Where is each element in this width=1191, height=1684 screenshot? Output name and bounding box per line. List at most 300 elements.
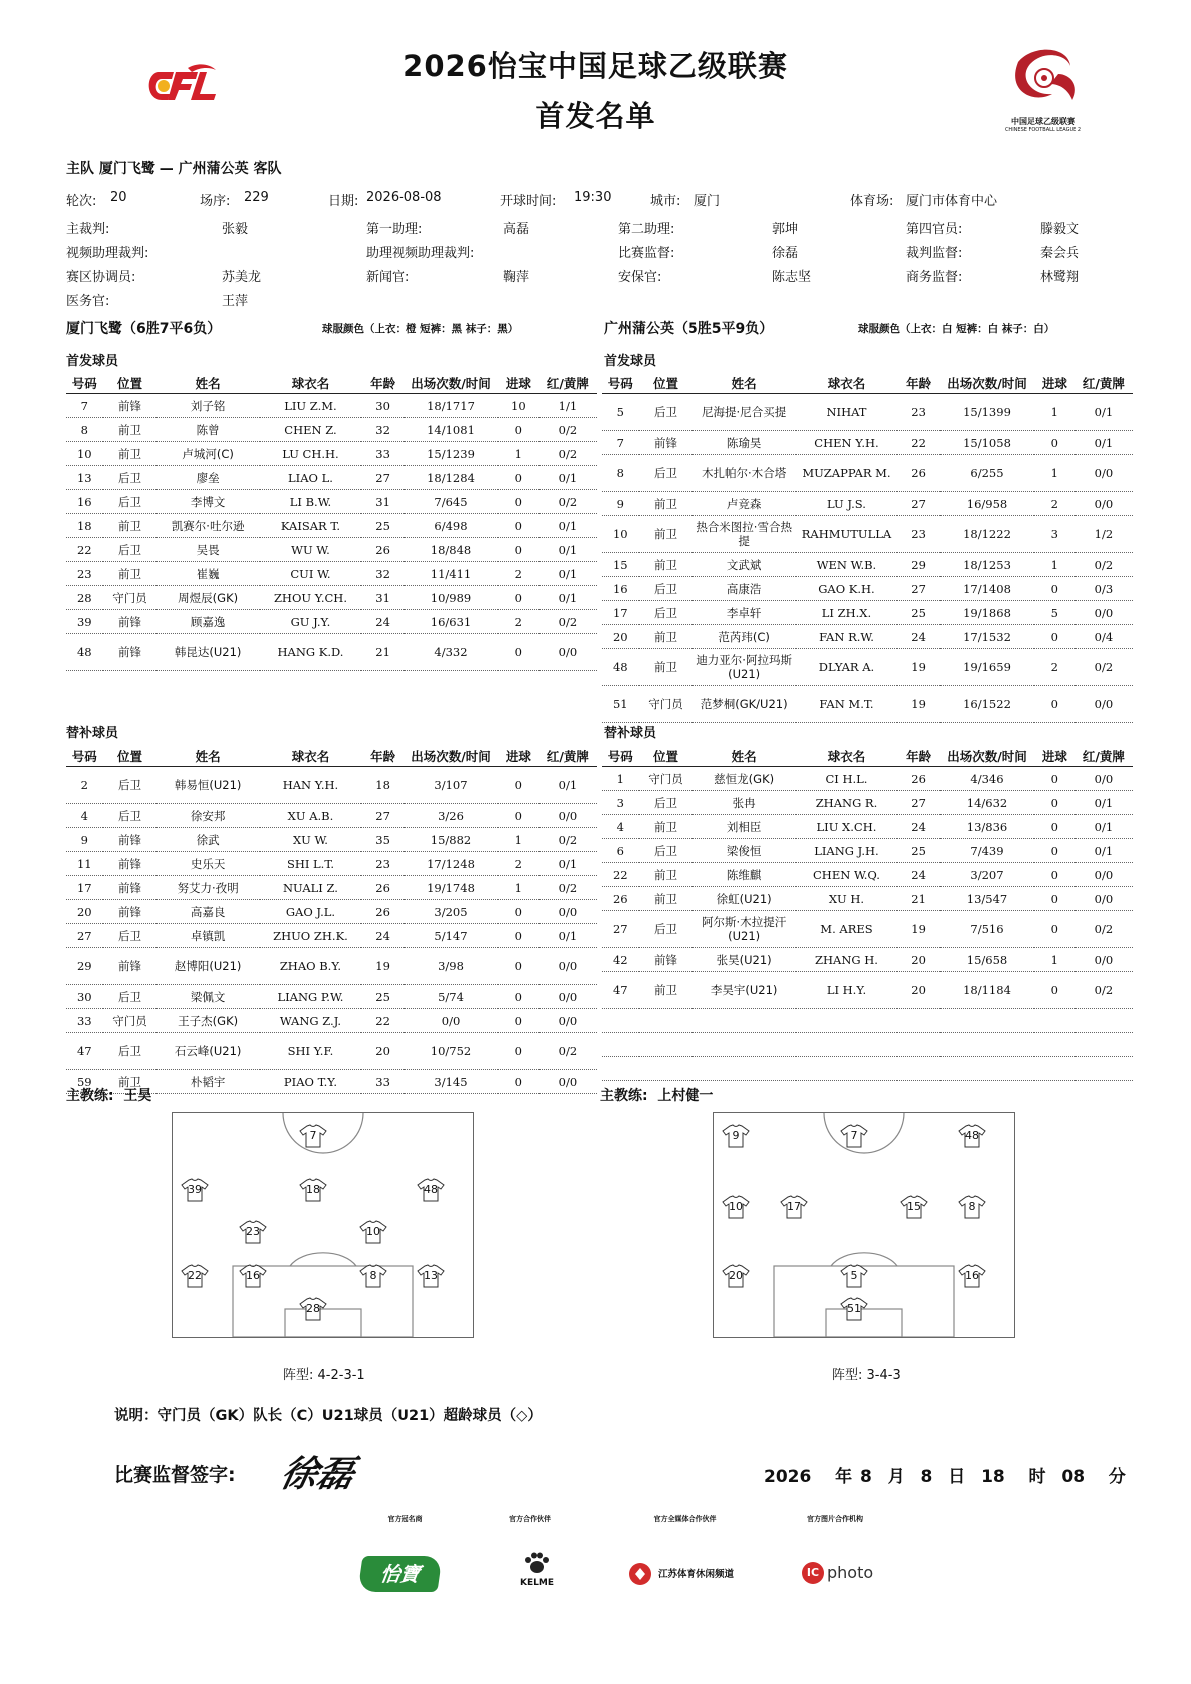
cell-shirt-name: MUZAPPAR M. bbox=[796, 455, 897, 492]
cell-goals: 2 bbox=[498, 852, 539, 876]
cell-age: 19 bbox=[897, 649, 940, 686]
cell-name: 徐虹(U21) bbox=[692, 887, 795, 911]
home-formation-value: 4-2-3-1 bbox=[317, 1368, 365, 1383]
player-jersey bbox=[299, 1124, 327, 1148]
jersey-number: 10 bbox=[366, 1225, 380, 1238]
away-coach-label: 主教练: bbox=[600, 1088, 648, 1104]
official-value: 苏美龙 bbox=[222, 270, 262, 285]
cell-apps-minutes: 19/1659 bbox=[940, 649, 1034, 686]
empty-cell bbox=[940, 1057, 1034, 1081]
cell-number: 16 bbox=[66, 490, 103, 514]
cell-number: 17 bbox=[602, 601, 639, 625]
cell-age: 27 bbox=[897, 791, 940, 815]
cell-shirt-name: SHI Y.F. bbox=[260, 1033, 361, 1070]
col-number: 号码 bbox=[66, 745, 103, 767]
away-coach-name: 上村健一 bbox=[657, 1088, 714, 1104]
cell-age: 22 bbox=[361, 1009, 404, 1033]
cell-number: 27 bbox=[602, 911, 639, 948]
cell-position: 守门员 bbox=[639, 686, 693, 723]
cell-number: 1 bbox=[602, 767, 639, 791]
cell-name: 顾嘉逸 bbox=[156, 610, 259, 634]
signature-datetime bbox=[764, 1462, 1126, 1487]
cell-age: 26 bbox=[361, 538, 404, 562]
home-coach bbox=[66, 1085, 151, 1105]
cell-apps-minutes: 16/958 bbox=[940, 492, 1034, 516]
table-row bbox=[602, 948, 1133, 972]
cell-shirt-name: KAISAR T. bbox=[260, 514, 361, 538]
info-value: 2026-08-08 bbox=[366, 190, 442, 205]
player-jersey bbox=[359, 1220, 387, 1244]
col-apps-minutes: 出场次数/时间 bbox=[404, 745, 498, 767]
cell-cards: 0/1 bbox=[539, 514, 597, 538]
sig-year-unit: 年 bbox=[835, 1467, 853, 1487]
sponsor-title-2: 官方合作伙伴 bbox=[509, 1515, 551, 1523]
player-jersey bbox=[359, 1264, 387, 1288]
cell-goals: 0 bbox=[1034, 911, 1075, 948]
cell-cards: 0/0 bbox=[539, 1070, 597, 1094]
official-label: 医务官: bbox=[66, 294, 110, 309]
cell-age: 30 bbox=[361, 394, 404, 418]
signature-label: 比赛监督签字: bbox=[114, 1464, 236, 1486]
cell-cards: 0/0 bbox=[1075, 455, 1133, 492]
cell-cards: 0/0 bbox=[1075, 887, 1133, 911]
info-value: 229 bbox=[244, 190, 269, 205]
empty-cell bbox=[602, 1033, 639, 1057]
cell-goals: 5 bbox=[1034, 601, 1075, 625]
cell-name: 卢竞森 bbox=[692, 492, 795, 516]
cell-apps-minutes: 16/631 bbox=[404, 610, 498, 634]
cell-age: 35 bbox=[361, 828, 404, 852]
cell-cards: 0/1 bbox=[539, 924, 597, 948]
league-logo-cn: 中国足球乙级联赛 bbox=[1011, 117, 1075, 126]
col-number: 号码 bbox=[602, 372, 639, 394]
player-jersey bbox=[958, 1195, 986, 1219]
cell-number: 59 bbox=[66, 1070, 103, 1094]
cell-age: 25 bbox=[897, 601, 940, 625]
cell-number: 26 bbox=[602, 887, 639, 911]
cell-name: 张昊(U21) bbox=[692, 948, 795, 972]
cell-age: 29 bbox=[897, 553, 940, 577]
col-cards: 红/黄牌 bbox=[539, 745, 597, 767]
cell-goals: 3 bbox=[1034, 516, 1075, 553]
cell-number: 8 bbox=[602, 455, 639, 492]
cell-position: 前锋 bbox=[103, 394, 157, 418]
away-starters-label: 首发球员 bbox=[604, 354, 657, 369]
cell-apps-minutes: 14/632 bbox=[940, 791, 1034, 815]
cell-goals: 0 bbox=[1034, 863, 1075, 887]
player-jersey bbox=[958, 1124, 986, 1148]
away-formation-value: 3-4-3 bbox=[866, 1368, 901, 1383]
jersey-number: 51 bbox=[847, 1302, 861, 1315]
league-logo bbox=[988, 44, 1098, 134]
official-label: 赛区协调员: bbox=[66, 270, 136, 285]
col-position: 位置 bbox=[103, 372, 157, 394]
official-value: 陈志坚 bbox=[772, 270, 812, 285]
col-name: 姓名 bbox=[156, 372, 259, 394]
cell-position: 前卫 bbox=[103, 442, 157, 466]
table-row bbox=[66, 634, 597, 671]
cell-goals: 0 bbox=[1034, 839, 1075, 863]
cell-apps-minutes: 0/0 bbox=[404, 1009, 498, 1033]
supervisor-signature: 徐磊 bbox=[277, 1453, 358, 1495]
table-row bbox=[602, 767, 1133, 791]
cell-age: 24 bbox=[897, 863, 940, 887]
cell-goals: 2 bbox=[498, 610, 539, 634]
cell-shirt-name: CUI W. bbox=[260, 562, 361, 586]
cell-apps-minutes: 15/1399 bbox=[940, 394, 1034, 431]
cell-shirt-name: NUALI Z. bbox=[260, 876, 361, 900]
col-age: 年龄 bbox=[361, 372, 404, 394]
cell-cards: 0/2 bbox=[539, 442, 597, 466]
jersey-number: 18 bbox=[306, 1183, 320, 1196]
cell-name: 徐武 bbox=[156, 828, 259, 852]
info-label: 日期: bbox=[328, 194, 359, 209]
cell-number: 13 bbox=[66, 466, 103, 490]
cell-goals: 0 bbox=[1034, 686, 1075, 723]
cell-goals: 0 bbox=[498, 1070, 539, 1094]
cell-position: 前锋 bbox=[103, 900, 157, 924]
cell-goals: 0 bbox=[498, 804, 539, 828]
table-row bbox=[66, 418, 597, 442]
cell-cards: 0/0 bbox=[1075, 948, 1133, 972]
table-header bbox=[602, 745, 1133, 767]
cell-position: 前卫 bbox=[639, 492, 693, 516]
cell-age: 19 bbox=[361, 948, 404, 985]
cell-number: 5 bbox=[602, 394, 639, 431]
cell-name: 凯赛尔·吐尔逊 bbox=[156, 514, 259, 538]
cell-age: 24 bbox=[361, 924, 404, 948]
cell-name: 卢城河(C) bbox=[156, 442, 259, 466]
sponsor-title-1: 官方冠名商 bbox=[387, 1515, 423, 1523]
cell-goals: 0 bbox=[498, 418, 539, 442]
col-name: 姓名 bbox=[156, 745, 259, 767]
table-row bbox=[66, 924, 597, 948]
player-jersey bbox=[722, 1124, 750, 1148]
cell-shirt-name: GU J.Y. bbox=[260, 610, 361, 634]
col-goals: 进球 bbox=[498, 745, 539, 767]
cell-cards: 0/2 bbox=[1075, 649, 1133, 686]
table-row bbox=[66, 1009, 597, 1033]
cell-goals: 0 bbox=[498, 634, 539, 671]
cell-position: 前锋 bbox=[639, 948, 693, 972]
cell-goals: 0 bbox=[498, 514, 539, 538]
cell-age: 18 bbox=[361, 767, 404, 804]
table-row bbox=[602, 577, 1133, 601]
official-value: 滕毅文 bbox=[1040, 222, 1080, 237]
cell-age: 25 bbox=[361, 985, 404, 1009]
cell-shirt-name: ZHUO ZH.K. bbox=[260, 924, 361, 948]
table-row bbox=[66, 562, 597, 586]
player-jersey bbox=[239, 1264, 267, 1288]
cell-goals: 1 bbox=[498, 442, 539, 466]
table-row bbox=[66, 514, 597, 538]
jersey-number: 13 bbox=[424, 1269, 438, 1282]
cell-shirt-name: CHEN Z. bbox=[260, 418, 361, 442]
col-name: 姓名 bbox=[692, 372, 795, 394]
cell-apps-minutes: 15/658 bbox=[940, 948, 1034, 972]
cell-goals: 0 bbox=[498, 1033, 539, 1070]
cell-name: 范梦桐(GK/U21) bbox=[692, 686, 795, 723]
cell-goals: 0 bbox=[1034, 767, 1075, 791]
cell-age: 20 bbox=[897, 948, 940, 972]
cell-position: 前卫 bbox=[103, 1070, 157, 1094]
cell-goals: 1 bbox=[1034, 455, 1075, 492]
page-title: 2026怡宝中国足球乙级联赛 bbox=[403, 49, 788, 83]
cell-shirt-name: LIU Z.M. bbox=[260, 394, 361, 418]
cell-cards: 0/2 bbox=[539, 876, 597, 900]
cell-number: 17 bbox=[66, 876, 103, 900]
cell-name: 史乐天 bbox=[156, 852, 259, 876]
cell-position: 后卫 bbox=[639, 601, 693, 625]
official-value: 秦会兵 bbox=[1040, 246, 1080, 261]
cell-cards: 0/2 bbox=[1075, 553, 1133, 577]
player-jersey bbox=[780, 1195, 808, 1219]
col-age: 年龄 bbox=[897, 745, 940, 767]
table-row bbox=[66, 985, 597, 1009]
official-label: 第四官员: bbox=[906, 222, 963, 237]
col-shirt-name: 球衣名 bbox=[260, 372, 361, 394]
cell-goals: 10 bbox=[498, 394, 539, 418]
cell-position: 前卫 bbox=[639, 553, 693, 577]
cell-position: 后卫 bbox=[103, 767, 157, 804]
cell-position: 后卫 bbox=[103, 1033, 157, 1070]
empty-cell bbox=[796, 1057, 897, 1081]
cell-apps-minutes: 7/439 bbox=[940, 839, 1034, 863]
cell-cards: 0/1 bbox=[539, 767, 597, 804]
cell-age: 33 bbox=[361, 442, 404, 466]
cell-number: 51 bbox=[602, 686, 639, 723]
sponsor-title-3: 官方全媒体合作伙伴 bbox=[653, 1515, 717, 1523]
sig-day-unit: 日 bbox=[948, 1467, 966, 1487]
official-value: 张毅 bbox=[222, 222, 249, 237]
cell-cards: 0/0 bbox=[1075, 863, 1133, 887]
cell-position: 前卫 bbox=[639, 863, 693, 887]
jersey-number: 8 bbox=[369, 1269, 377, 1282]
cell-position: 后卫 bbox=[103, 804, 157, 828]
cell-name: 阿尔斯·木拉提汗(U21) bbox=[692, 911, 795, 948]
cell-cards: 0/2 bbox=[539, 418, 597, 442]
paw-icon bbox=[524, 1552, 550, 1574]
cell-goals: 0 bbox=[498, 538, 539, 562]
table-row bbox=[602, 625, 1133, 649]
table-row bbox=[66, 586, 597, 610]
cell-apps-minutes: 18/848 bbox=[404, 538, 498, 562]
cell-goals: 1 bbox=[1034, 394, 1075, 431]
jiangsu-tv-logo bbox=[628, 1560, 748, 1588]
cell-position: 前锋 bbox=[103, 828, 157, 852]
cell-number: 10 bbox=[66, 442, 103, 466]
cell-name: 迪力亚尔·阿拉玛斯(U21) bbox=[692, 649, 795, 686]
empty-row bbox=[602, 1033, 1133, 1057]
cell-position: 前锋 bbox=[103, 610, 157, 634]
cell-number: 9 bbox=[602, 492, 639, 516]
cell-number: 48 bbox=[66, 634, 103, 671]
cell-goals: 1 bbox=[498, 828, 539, 852]
empty-cell bbox=[940, 1033, 1034, 1057]
cell-shirt-name: XU W. bbox=[260, 828, 361, 852]
yibao-logo-text: 怡寶 bbox=[378, 1562, 422, 1586]
player-jersey bbox=[958, 1264, 986, 1288]
cell-apps-minutes: 15/1058 bbox=[940, 431, 1034, 455]
cell-position: 后卫 bbox=[103, 924, 157, 948]
cell-number: 2 bbox=[66, 767, 103, 804]
cell-cards: 0/0 bbox=[539, 948, 597, 985]
cell-goals: 0 bbox=[498, 948, 539, 985]
jersey-number: 5 bbox=[850, 1269, 858, 1282]
cell-age: 20 bbox=[361, 1033, 404, 1070]
cell-shirt-name: FAN M.T. bbox=[796, 686, 897, 723]
cell-goals: 2 bbox=[1034, 649, 1075, 686]
sponsor-title-4: 官方图片合作机构 bbox=[807, 1515, 863, 1523]
away-starters-table bbox=[602, 372, 1133, 723]
cell-age: 20 bbox=[897, 972, 940, 1009]
cell-position: 后卫 bbox=[639, 455, 693, 492]
cell-position: 后卫 bbox=[103, 538, 157, 562]
cell-cards: 0/2 bbox=[539, 490, 597, 514]
jersey-number: 15 bbox=[907, 1200, 921, 1213]
league-emblem-icon bbox=[988, 44, 1098, 114]
away-subs-table bbox=[602, 745, 1133, 1081]
cell-cards: 0/2 bbox=[1075, 972, 1133, 1009]
info-label: 轮次: bbox=[66, 194, 97, 209]
cell-name: 梁俊恒 bbox=[692, 839, 795, 863]
cell-name: 高嘉良 bbox=[156, 900, 259, 924]
cell-apps-minutes: 3/107 bbox=[404, 767, 498, 804]
cell-cards: 0/1 bbox=[539, 538, 597, 562]
empty-cell bbox=[692, 1057, 795, 1081]
cell-age: 26 bbox=[897, 767, 940, 791]
cell-shirt-name: WEN W.B. bbox=[796, 553, 897, 577]
player-jersey bbox=[239, 1220, 267, 1244]
empty-cell bbox=[639, 1009, 693, 1033]
official-label: 视频助理裁判: bbox=[66, 246, 149, 261]
cell-age: 33 bbox=[361, 1070, 404, 1094]
cell-age: 26 bbox=[361, 900, 404, 924]
table-header bbox=[602, 372, 1133, 394]
official-label: 主裁判: bbox=[66, 222, 110, 237]
empty-cell bbox=[639, 1033, 693, 1057]
cell-name: 韩昆达(U21) bbox=[156, 634, 259, 671]
cell-age: 23 bbox=[897, 516, 940, 553]
empty-cell bbox=[1075, 1033, 1133, 1057]
table-row bbox=[602, 649, 1133, 686]
cell-position: 后卫 bbox=[639, 911, 693, 948]
cell-cards: 0/0 bbox=[1075, 492, 1133, 516]
cell-apps-minutes: 17/1248 bbox=[404, 852, 498, 876]
cell-cards: 0/0 bbox=[1075, 767, 1133, 791]
jersey-number: 22 bbox=[188, 1269, 202, 1282]
cell-position: 前卫 bbox=[103, 418, 157, 442]
jiangsu-tv-icon bbox=[628, 1562, 652, 1586]
cell-cards: 0/0 bbox=[539, 804, 597, 828]
cell-goals: 0 bbox=[1034, 791, 1075, 815]
ic-photo-logo bbox=[802, 1560, 882, 1588]
cell-shirt-name: LU J.S. bbox=[796, 492, 897, 516]
table-row bbox=[66, 538, 597, 562]
cell-number: 16 bbox=[602, 577, 639, 601]
cell-number: 30 bbox=[66, 985, 103, 1009]
cell-cards: 0/0 bbox=[539, 985, 597, 1009]
info-label: 场序: bbox=[200, 194, 231, 209]
jiangsu-tv-text: 江苏体育休闲频道 bbox=[658, 1569, 735, 1580]
cell-goals: 0 bbox=[498, 767, 539, 804]
away-formation-label: 阵型: bbox=[832, 1368, 863, 1383]
cell-cards: 0/2 bbox=[539, 610, 597, 634]
cell-cards: 1/2 bbox=[1075, 516, 1133, 553]
cell-name: 高康浩 bbox=[692, 577, 795, 601]
cell-position: 前卫 bbox=[639, 887, 693, 911]
cell-age: 21 bbox=[361, 634, 404, 671]
cell-position: 前卫 bbox=[103, 562, 157, 586]
cell-age: 24 bbox=[361, 610, 404, 634]
cell-shirt-name: HAN Y.H. bbox=[260, 767, 361, 804]
jersey-number: 10 bbox=[729, 1200, 743, 1213]
player-jersey bbox=[181, 1264, 209, 1288]
cell-age: 27 bbox=[897, 577, 940, 601]
cell-name: 热合米图拉·雪合热提 bbox=[692, 516, 795, 553]
cell-goals: 0 bbox=[1034, 431, 1075, 455]
cell-shirt-name: ZHOU Y.CH. bbox=[260, 586, 361, 610]
empty-cell bbox=[692, 1009, 795, 1033]
empty-cell bbox=[639, 1057, 693, 1081]
cell-goals: 0 bbox=[498, 490, 539, 514]
cell-age: 27 bbox=[897, 492, 940, 516]
sig-year: 2026 bbox=[764, 1467, 812, 1487]
cell-number: 47 bbox=[66, 1033, 103, 1070]
cell-cards: 0/0 bbox=[1075, 601, 1133, 625]
table-row bbox=[602, 863, 1133, 887]
away-formation bbox=[832, 1364, 901, 1383]
cell-shirt-name: RAHMUTULLA bbox=[796, 516, 897, 553]
cell-number: 42 bbox=[602, 948, 639, 972]
cell-position: 前卫 bbox=[639, 516, 693, 553]
cell-apps-minutes: 17/1532 bbox=[940, 625, 1034, 649]
cell-goals: 0 bbox=[498, 1009, 539, 1033]
cell-position: 后卫 bbox=[103, 466, 157, 490]
empty-cell bbox=[692, 1033, 795, 1057]
cell-age: 24 bbox=[897, 815, 940, 839]
cell-age: 23 bbox=[897, 394, 940, 431]
cell-name: 文武斌 bbox=[692, 553, 795, 577]
col-apps-minutes: 出场次数/时间 bbox=[404, 372, 498, 394]
cell-name: 徐安邦 bbox=[156, 804, 259, 828]
cell-number: 8 bbox=[66, 418, 103, 442]
empty-cell bbox=[897, 1057, 940, 1081]
col-cards: 红/黄牌 bbox=[1075, 745, 1133, 767]
cell-cards: 0/2 bbox=[539, 828, 597, 852]
col-shirt-name: 球衣名 bbox=[260, 745, 361, 767]
official-label: 比赛监督: bbox=[618, 246, 675, 261]
away-coach bbox=[600, 1085, 713, 1105]
table-row bbox=[66, 490, 597, 514]
jersey-number: 9 bbox=[732, 1129, 740, 1142]
info-value: 20 bbox=[110, 190, 127, 205]
cell-age: 26 bbox=[897, 455, 940, 492]
cell-shirt-name: ZHAO B.Y. bbox=[260, 948, 361, 985]
cell-goals: 1 bbox=[498, 876, 539, 900]
cell-position: 前锋 bbox=[103, 852, 157, 876]
cell-number: 20 bbox=[602, 625, 639, 649]
info-value: 19:30 bbox=[574, 190, 612, 205]
cell-number: 20 bbox=[66, 900, 103, 924]
cell-position: 后卫 bbox=[639, 394, 693, 431]
cell-goals: 2 bbox=[498, 562, 539, 586]
away-kit-colors: 球服颜色（上衣：白 短裤：白 袜子：白） bbox=[858, 323, 1055, 335]
empty-cell bbox=[940, 1009, 1034, 1033]
cell-cards: 0/1 bbox=[1075, 815, 1133, 839]
cell-age: 19 bbox=[897, 686, 940, 723]
cell-apps-minutes: 3/207 bbox=[940, 863, 1034, 887]
